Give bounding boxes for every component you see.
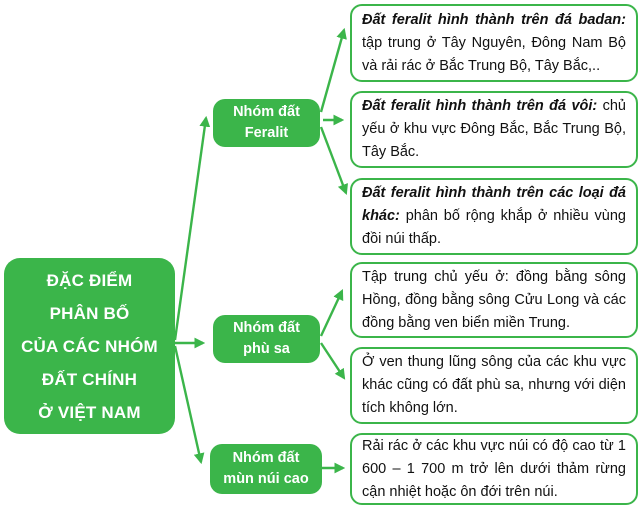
root-topic-line: CỦA CÁC NHÓM: [21, 336, 158, 356]
group-label-line: Feralit: [244, 125, 289, 141]
group-label-line: Nhóm đất: [233, 320, 300, 336]
detail-rest: tập trung ở Tây Nguyên, Đông Nam Bộ và rải rác ở Bắc Trung Bộ, Tây Bắc,..: [362, 34, 626, 74]
detail-lead: Đất feralit hình thành trên đá badan:: [362, 11, 626, 28]
detail-box-feralit-badan: [350, 4, 638, 82]
detail-box-phu-sa-ven-thung-lung: [350, 347, 638, 424]
detail-lead: Đất feralit hình thành trên các loại đá khác:: [362, 185, 626, 224]
root-topic-box: [4, 258, 175, 434]
root-topic-line: Ở VIỆT NAM: [38, 402, 141, 422]
detail-box-feralit-da-khac: [350, 178, 638, 255]
detail-rest: Rải rác ở các khu vực núi có độ cao từ 1 600 – 1 700 m trở lên dưới thảm rừng cận nhiệt hoặc ôn đới trên núi.: [362, 437, 626, 500]
detail-rest: Ở ven thung lũng sông của các khu vực khác cũng có đất phù sa, nhưng với diện tích không lớn.: [362, 354, 626, 416]
detail-text: [362, 95, 626, 164]
detail-box-feralit-da-voi: [350, 91, 638, 168]
root-topic-line: PHÂN BỐ: [49, 303, 130, 323]
connector-feralit-to-detail-1: [321, 30, 344, 112]
connector-root-to-mun: [175, 346, 201, 462]
detail-rest: Tập trung chủ yếu ở: đồng bằng sông Hồng, đồng bằng sông Cửu Long và các đồng bằng ven biển miền Trung.: [362, 268, 626, 331]
connector-phusa-to-detail-5: [321, 343, 344, 378]
detail-text: [362, 9, 626, 78]
detail-rest: phân bố rộng khắp ở nhiều vùng đồi núi thấp.: [362, 208, 626, 247]
detail-box-phu-sa-tap-trung: [350, 262, 638, 338]
detail-text: [362, 351, 626, 420]
group-box-mun-nui-cao: [210, 444, 322, 494]
detail-box-mun-nui-cao: [350, 433, 638, 505]
group-box-phu-sa: [213, 315, 320, 363]
group-label-line: phù sa: [243, 341, 290, 357]
group-box-feralit: [213, 99, 320, 147]
detail-text: [362, 266, 626, 335]
root-topic-line: ĐẶC ĐIỂM: [46, 270, 133, 290]
connector-feralit-to-detail-3: [321, 127, 346, 193]
connector-phusa-to-detail-4: [321, 291, 342, 336]
detail-rest: chủ yếu ở khu vực Đông Bắc, Bắc Trung Bộ, Tây Bắc.: [362, 98, 626, 160]
root-topic-line: ĐẤT CHÍNH: [41, 369, 138, 389]
connector-root-to-feralit: [175, 118, 206, 340]
group-label-line: mùn núi cao: [223, 471, 309, 487]
detail-lead: Đất feralit hình thành trên đá vôi:: [362, 98, 598, 114]
detail-text: [362, 182, 626, 251]
detail-text: [362, 435, 626, 504]
group-label-line: Nhóm đất: [232, 450, 300, 466]
group-label-line: Nhóm đất: [233, 104, 300, 120]
